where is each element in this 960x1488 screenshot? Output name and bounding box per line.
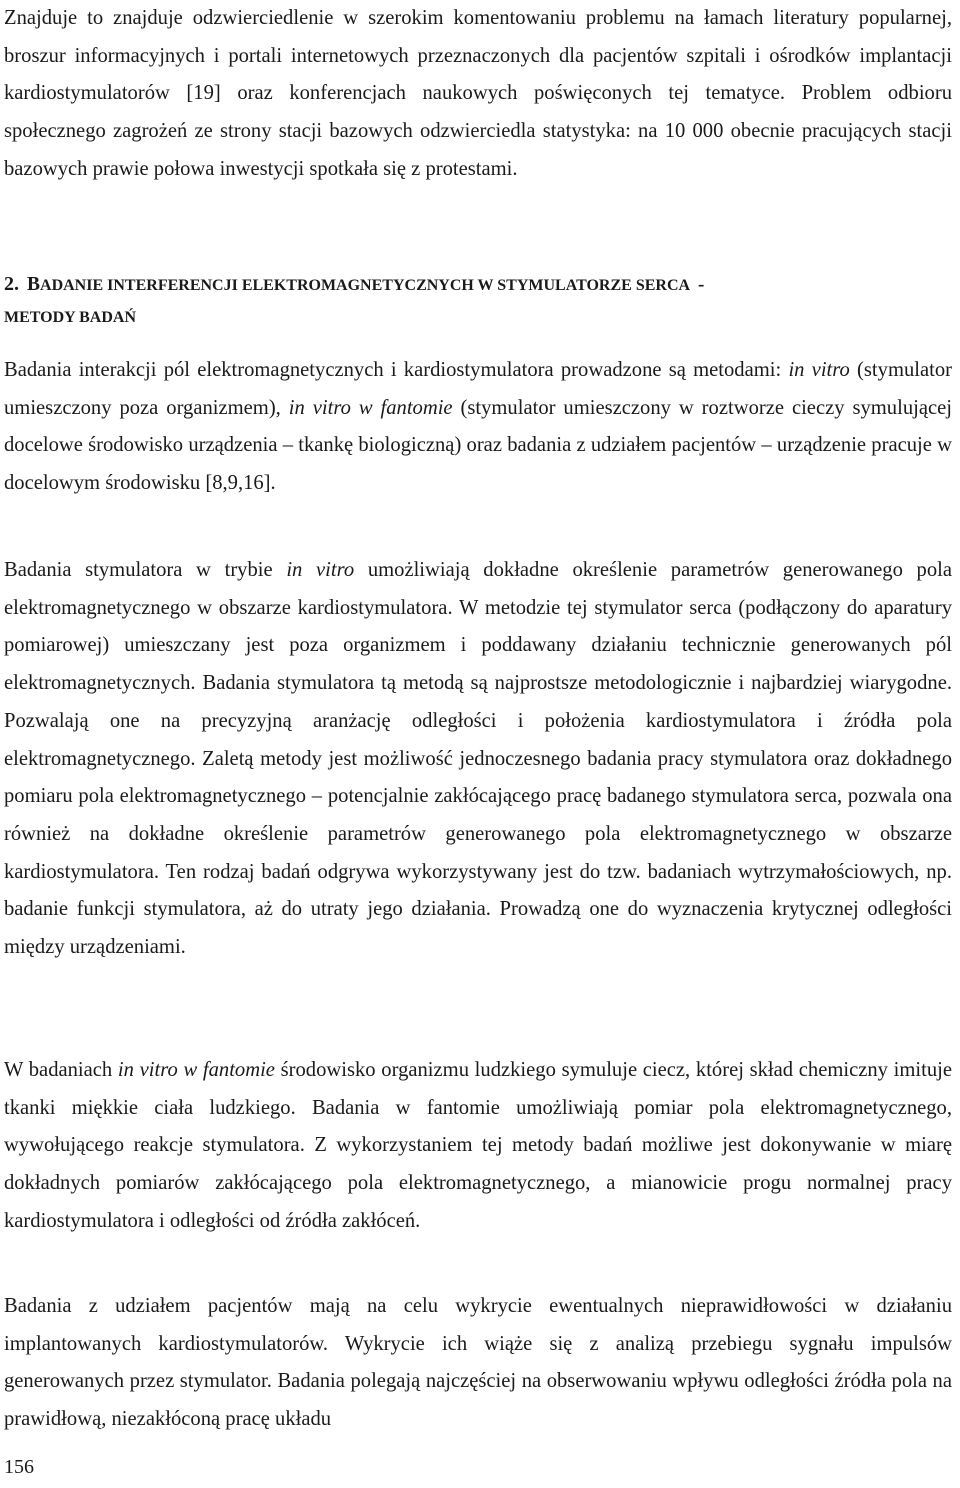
text-run: środowisko organizmu ludzkiego symuluje ciecz, której skład chemiczny imituje tkanki miękkie ciała ludzkiego. Badania w fantomie umożliwiają pomiar pola elektromagnetycznego, wywołującego reakcje stymulatora. Z wykorzystaniem tej metody badań możliwe jest dokonywanie w miarę dokładnych pomiarów zakłócającego pola elektromagnetycznego, a mianowicie progu normalnej pracy kardiostymulatora i odległości od źródła zakłóceń. (4, 1059, 952, 1232)
text-run: Badania stymulatora w trybie (4, 559, 287, 581)
paragraph-patients: Badania z udziałem pacjentów mają na celu wykrycie ewentualnych nieprawidłowości w działaniu implantowanych kardiostymulatorów. Wykrycie ich wiąże się z analizą przebiegu sygnału impulsów generowanych przez stymulator. Badania polegają najczęściej na obserwowaniu wpływu odległości źródła pola na prawidłową, niezakłóconą pracę układu (4, 1295, 952, 1431)
section-title-first-letter: B (27, 274, 41, 295)
text-run: Badania interakcji pól elektromagnetycznych i kardiostymulatora prowadzone są metodami: (4, 359, 789, 381)
italic-term: in vitro w fantomie (288, 396, 453, 419)
paragraph-methods (4, 352, 952, 503)
section-heading-line1 (4, 268, 952, 302)
section-heading (4, 268, 952, 334)
paragraph-in-vitro (4, 552, 952, 967)
paragraph-intro: Znajduje to znajduje odzwierciedlenie w szerokim komentowaniu problemu na łamach literatury popularnej, broszur informacyjnych i portali internetowych przeznaczonych dla pacjentów szpitali i ośrodków implantacji kardiostymulatorów [19] oraz konferencjach naukowych poświęconych tej tematyce. Problem odbioru społecznego zagrożeń ze strony stacji bazowych odzwierciedla statystyka: na 10 000 obecnie pracujących stacji bazowych prawie połowa inwestycji spotkała się z protestami. (4, 7, 952, 180)
paragraph-phantom (4, 1052, 952, 1241)
text-run: (stymulator umieszczony w roztworze cieczy symulującej docelowe środowisko urządzenia – tkankę biologiczną) oraz badania z udziałem pacjentów – urządzenie pracuje w docelowym środowisku [8,9,16]. (4, 396, 952, 495)
text-run: W badaniach (4, 1059, 118, 1081)
text-run: umożliwiają dokładne określenie parametrów generowanego pola elektromagnetycznego w obszarze kardiostymulatora. W metodzie tej stymulator serca (podłączony do aparatury pomiarowej) umieszczany jest poza organizmem i poddawany działaniu technicznie generowanych pól elektromagnetycznych. Badania stymulatora tą metodą są najprostsze metodologicznie i najbardziej wiarygodne. Pozwalają one na precyzyjną aranżację odległości i położenia kardiostymulatora i źródła pola elektromagnetycznego. Zaletą metody jest możliwość jednoczesnego badania pracy stymulatora oraz dokładnego pomiaru pola elektromagnetycznego – potencjalnie zakłócającego pracę badanego stymulatora serca, pozwala ona również na dokładne określenie parametrów generowanego pola elektromagnetycznego w obszarze kardiostymulatora. Ten rodzaj badań odgrywa wykorzystywany jest do tzw. badaniach wytrzymałościowych, np. badanie funkcji stymulatora, aż do utraty jego działania. Prowadzą one do wyznaczenia krytycznej odległości między urządzeniami. (4, 559, 952, 959)
section-title-dash: - (698, 274, 705, 295)
text-run: (stymulator umieszczony poza organizmem), (4, 359, 953, 419)
section-number: 2. (4, 273, 19, 295)
italic-term: in vitro w fantomie (117, 1059, 275, 1081)
page-number: 156 (4, 1456, 34, 1478)
section-title-line1: ADANIE INTERFERENCJI ELEKTROMAGNETYCZNYCH W STYMULATORZE SERCA (40, 277, 691, 294)
italic-term: in vitro (286, 559, 355, 581)
section-title-line2: METODY BADAŃ (4, 309, 137, 326)
italic-term: in vitro (788, 359, 850, 381)
